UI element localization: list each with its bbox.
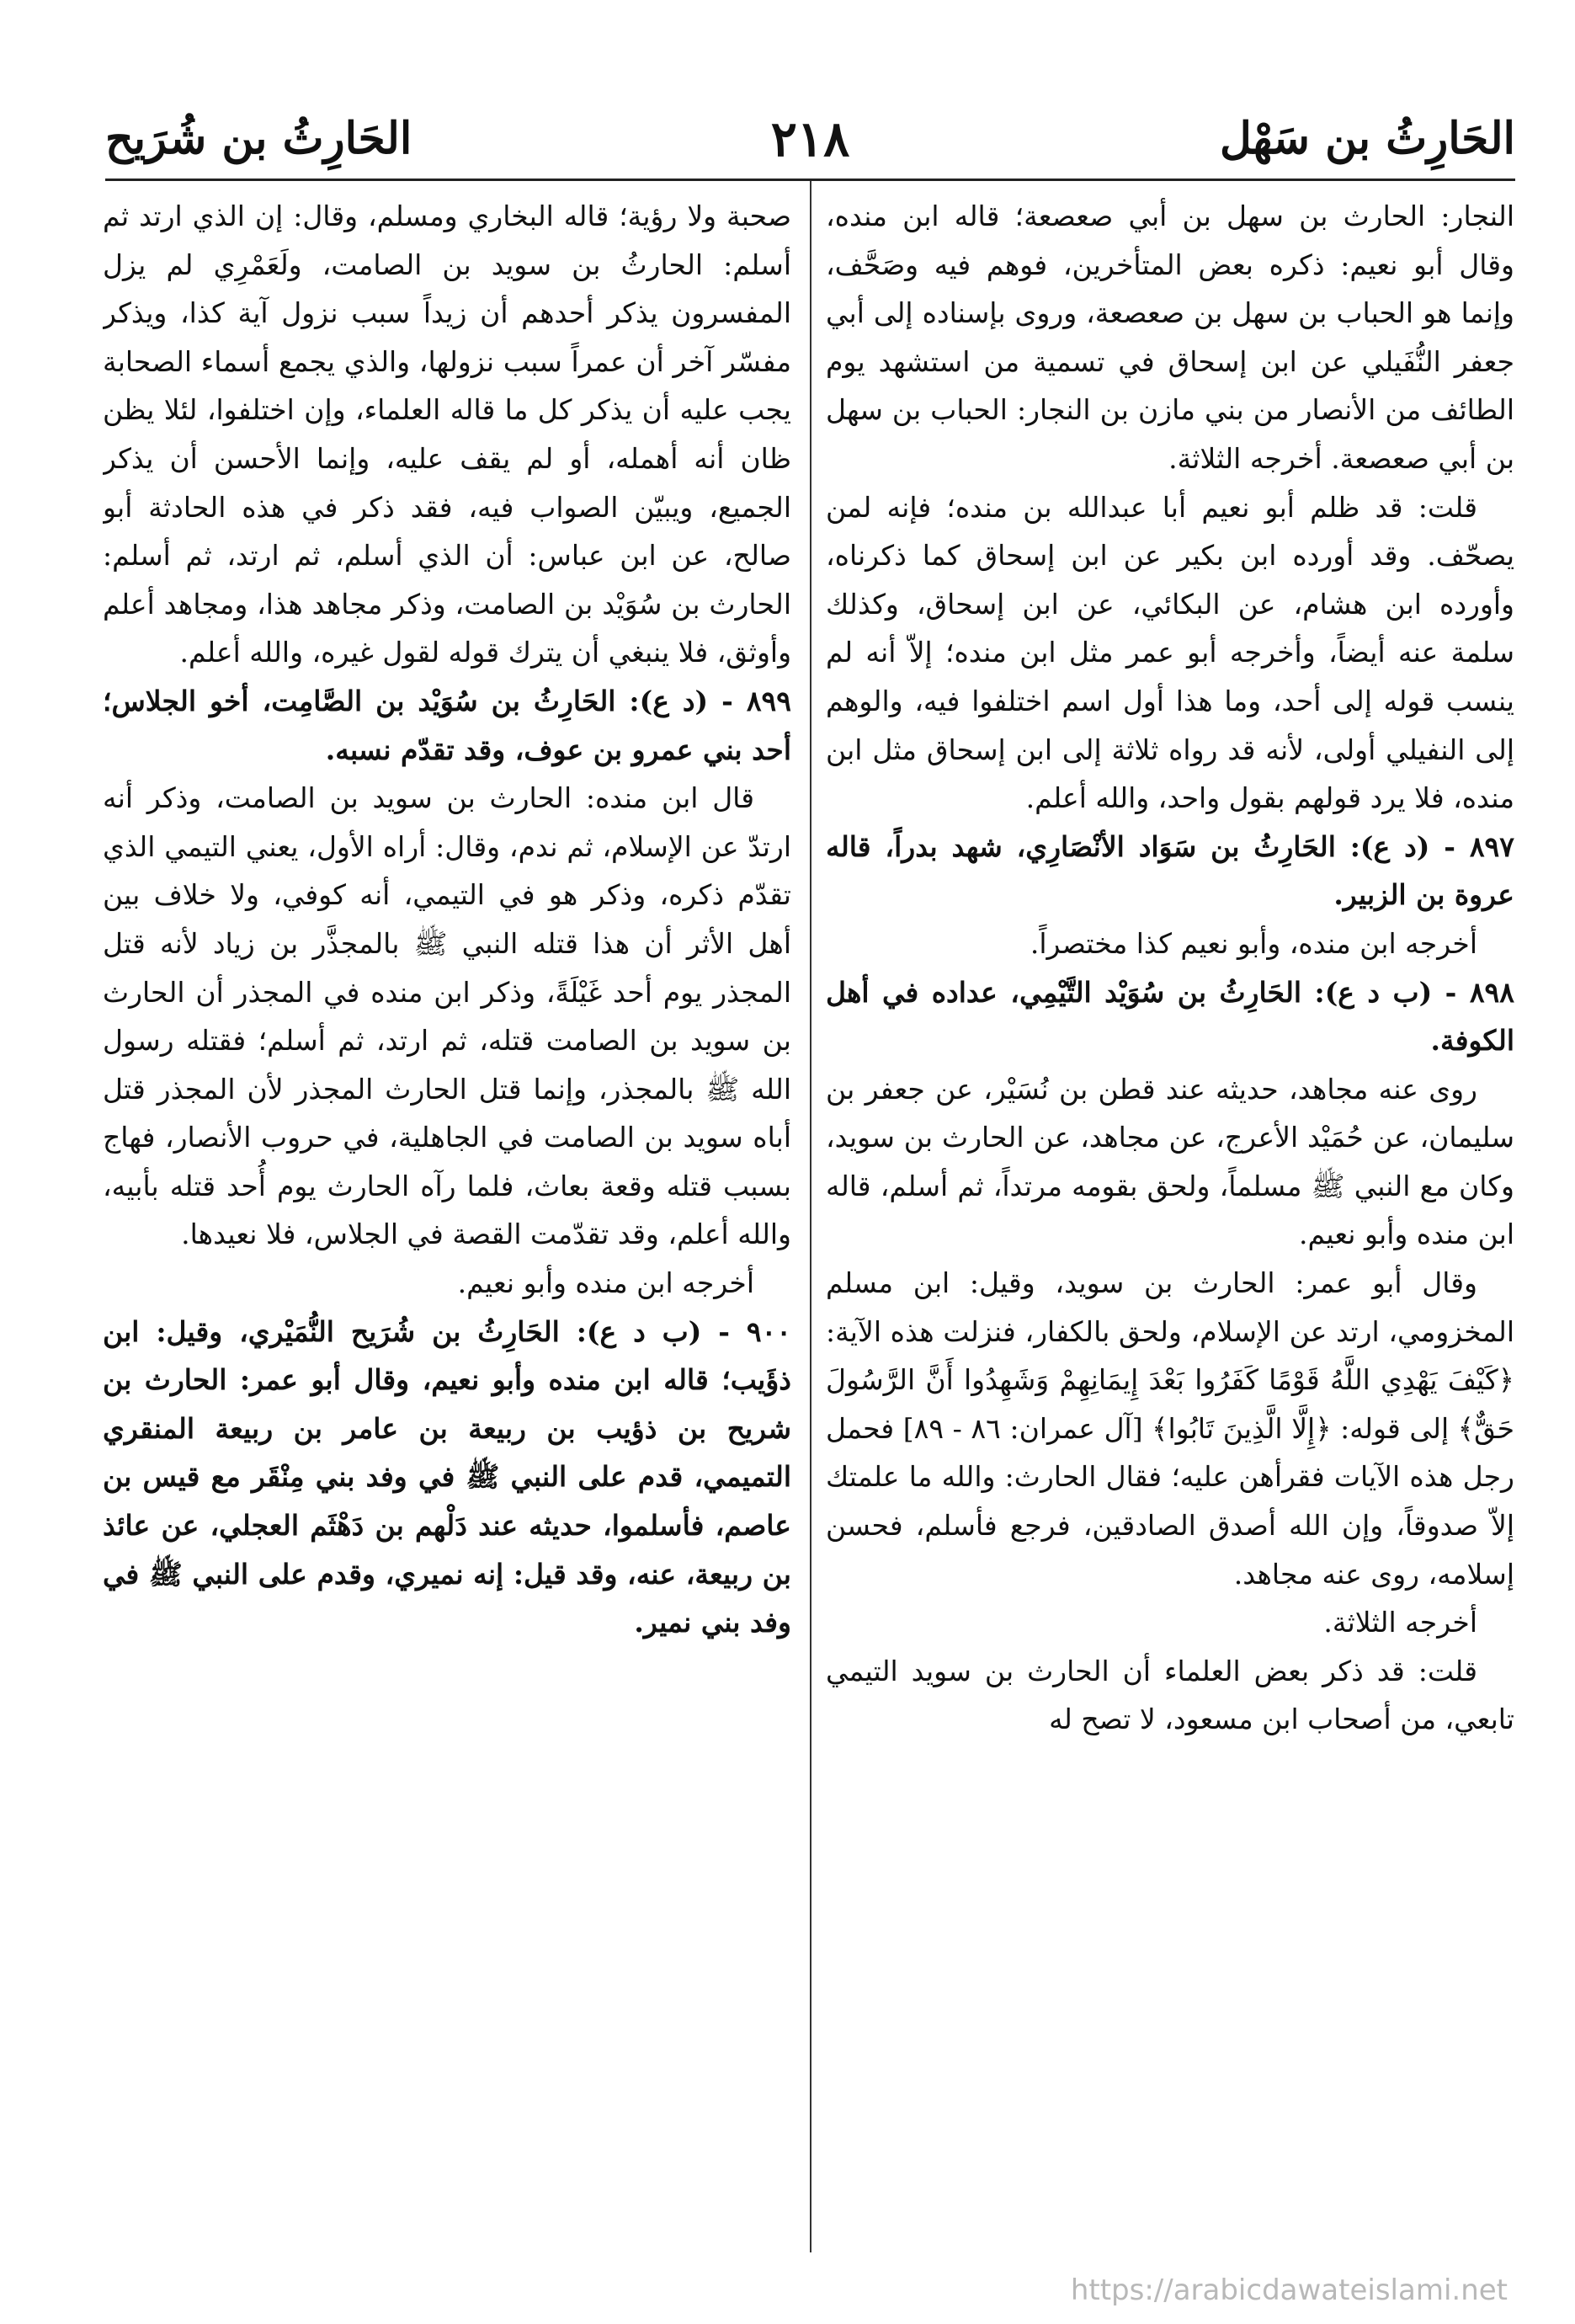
watermark-url: https://arabicdawateislami.net: [1070, 2273, 1508, 2307]
paragraph: وقال أبو عمر: الحارث بن سويد، وقيل: ابن مسلم المخزومي، ارتد عن الإسلام، ولحق بالكفار، فنزلت هذه الآية: ﴿كَيْفَ يَهْدِي اللَّهُ قَوْمًا كَفَرُوا بَعْدَ إِيمَانِهِمْ وَشَهِدُوا أَنَّ الرَّسُولَ حَقٌّ﴾ إلى قوله: ﴿إِلَّا الَّذِينَ تَابُوا﴾ [آل عمران: ٨٦ - ٨٩] فحمل رجل هذه الآيات فقرأهن عليه؛ فقال الحارث: والله ما علمتك إلاّ صدوقاً، وإن الله أصدق الصادقين، فرجع فأسلم، فحسن إسلامه، روى عنه مجاهد.: [826, 1266, 1514, 1591]
paragraph: قال ابن منده: الحارث بن سويد بن الصامت، وذكر أنه ارتدّ عن الإسلام، ثم ندم، وقال: أراه الأول، يعني التيمي الذي تقدّم ذكره، وذكر هو في التيمي، أنه كوفي، ولا خلاف بين أهل الأثر أن هذا قتله النبي ﷺ بالمجذَّر بن زياد لأنه قتل المجذر يوم أحد غَيْلَةً، وذكر ابن منده في المجذر أن الحارث بن سويد بن الصامت قتله، ثم ارتد، ثم أسلم؛ فقتله رسول الله ﷺ بالمجذر، وإنما قتل الحارث المجذر لأن المجذر قتل أباه سويد بن الصامت في الجاهلية، في حروب الأنصار، فهاج بسبب قتله وقعة بعاث، فلما رآه الحارث يوم أُحد قتله بأبيه، والله أعلم، وقد تقدّمت القصة في الجلاس، فلا نعيدها.: [103, 781, 791, 1251]
entry-heading-899: ٨٩٩ - (د ع): الحَارِثُ بن سُوَيْد بن الصَّامِت، أخو الجلاس؛ أحد بني عمرو بن عوف، وقد تقدّم نسبه.: [103, 684, 791, 766]
paragraph: صحبة ولا رؤية؛ قاله البخاري ومسلم، وقال: إن الذي ارتد ثم أسلم: الحارثُ بن سويد بن الصامت، ولَعَمْرِي لم يزل المفسرون يذكر أحدهم أن زيداً سبب نزول آية كذا، ويذكر مفسّر آخر أن عمراً سبب نزولها، والذي يجمع أسماء الصحابة يجب عليه أن يذكر كل ما قاله العلماء، وإن اختلفوا، لئلا يظن ظان أنه أهمله، أو لم يقف عليه، وإنما الأحسن أن يذكر الجميع، ويبيّن الصواب فيه، فقد ذكر في هذه الحادثة أبو صالح، عن ابن عباس: أن الذي أسلم، ثم ارتد، ثم أسلم: الحارث بن سُوَيْد بن الصامت، وذكر مجاهد هذا، ومجاهد أعلم وأوثق، فلا ينبغي أن يترك قوله لقول غيره، والله أعلم.: [103, 200, 791, 669]
paragraph: أخرجه الثلاثة.: [1323, 1606, 1477, 1639]
entry-heading-897: ٨٩٧ - (د ع): الحَارِثُ بن سَوَاد الأنْصَارِي، شهد بدراً، قاله عروة بن الزبير.: [826, 829, 1514, 912]
running-title-left: الحَارِثُ بن شُرَيح: [105, 113, 412, 164]
page-header: [105, 101, 1515, 179]
running-title-right: الحَارِثُ بن سَهْل: [1220, 113, 1515, 164]
paragraph: أخرجه ابن منده وأبو نعيم.: [457, 1266, 754, 1300]
entry-heading-898: ٨٩٨ - (ب د ع): الحَارِثُ بن سُوَيْد التَّيْمِي، عداده في أهل الكوفة.: [826, 975, 1514, 1058]
left-column: [103, 192, 791, 2251]
paragraph: قلت: قد ظلم أبو نعيم أبا عبدالله بن منده؛ فإنه لمن يصحّف. وقد أورده ابن بكير عن ابن إسحاق كما ذكرناه، وأورده ابن هشام، عن البكائي، عن ابن إسحاق، وكذلك سلمة عنه أيضاً، وأخرجه أبو عمر مثل ابن منده؛ إلاّ أنه لم ينسب قوله إلى أحد، وما هذا أول اسم اختلفوا فيه، والوهم إلى النفيلي أولى، لأنه قد رواه ثلاثة إلى ابن إسحاق مثل ابن منده، فلا يرد قولهم بقول واحد، والله أعلم.: [826, 490, 1514, 815]
paragraph: روى عنه مجاهد، حديثه عند قطن بن نُسَيْر، عن جعفر بن سليمان، عن حُمَيْد الأعرج، عن مجاهد، عن الحارث بن سويد، وكان مع النبي ﷺ مسلماً، ولحق بقومه مرتداً، ثم أسلم، قاله ابن منده وأبو نعيم.: [826, 1072, 1514, 1251]
paragraph: قلت: قد ذكر بعض العلماء أن الحارث بن سويد التيمي تابعي، من أصحاب ابن مسعود، لا تصح له: [826, 1654, 1514, 1736]
paragraph: النجار: الحارث بن سهل بن أبي صعصعة؛ قاله ابن منده، وقال أبو نعيم: ذكره بعض المتأخرين، فوهم فيه وصَحَّف، وإنما هو الحباب بن سهل بن صعصعة، وروى بإسناده إلى أبي جعفر النُّفَيلي عن ابن إسحاق في تسمية من استشهد يوم الطائف من الأنصار من بني مازن بن النجار: الحباب بن سهل بن أبي صعصعة. أخرجه الثلاثة.: [826, 200, 1514, 475]
column-divider: [810, 181, 811, 2252]
paragraph: أخرجه ابن منده، وأبو نعيم كذا مختصراً.: [1030, 926, 1477, 960]
page-number: ٢١٨: [770, 110, 850, 168]
entry-heading-900: ٩٠٠ - (ب د ع): الحَارِثُ بن شُرَيح النُّمَيْري، وقيل: ابن ذؤَيب؛ قاله ابن منده وأبو نعيم، وقال أبو عمر: الحارث بن شريح بن ذؤيب بن ربيعة بن عامر بن ربيعة المنقري التميمي، قدم على النبي ﷺ في وفد بني مِنْقَر مع قيس بن عاصم، فأسلموا، حديثه عند دَلْهم بن دَهْثَم العجلي، عن عائذ بن ربيعة، عنه، وقد قيل: إنه نميري، وقدم على النبي ﷺ في وفد بني نمير.: [103, 1314, 791, 1639]
right-column: [826, 192, 1514, 2251]
